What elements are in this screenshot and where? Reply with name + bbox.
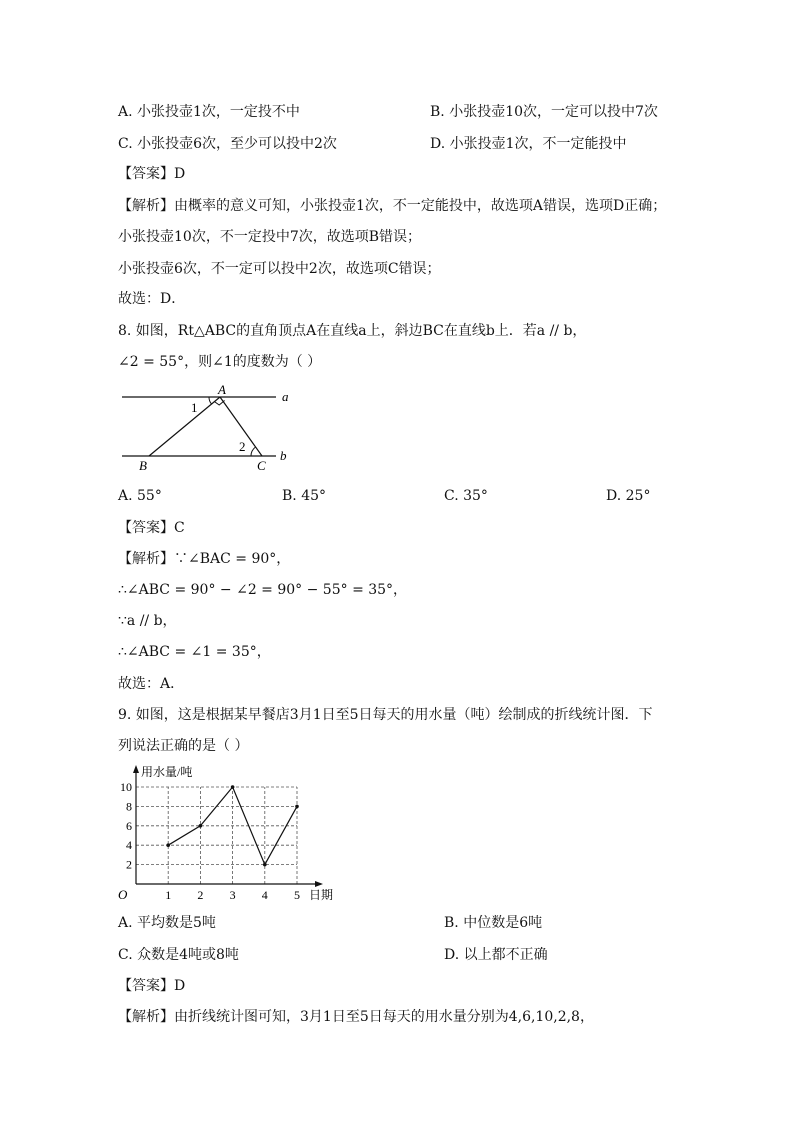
q9-option-c: C. 众数是4吨或8吨 — [118, 947, 239, 963]
q8-stem-line-2: ∠2 = 55°，则∠1的度数为（ ） — [118, 354, 322, 370]
q7-analysis-line-2: 小张投壶10次，不一定投中7次，故选项B错误； — [118, 229, 422, 245]
y-tick-label: 10 — [120, 780, 132, 794]
q8-answer: 【答案】C — [118, 520, 185, 536]
q8-geometry-figure — [118, 380, 308, 475]
q7-option-b: B. 小张投壶10次，一定可以投中7次 — [430, 104, 658, 120]
label-A: A — [218, 382, 226, 397]
q9-option-a: A. 平均数是5吨 — [118, 915, 216, 931]
q7-option-d: D. 小张投壶1次，不一定能投中 — [430, 136, 627, 152]
y-tick-label: 8 — [126, 799, 132, 814]
q7-analysis-line-3: 小张投壶6次，不一定可以投中2次，故选项C错误； — [118, 261, 441, 277]
q8-option-b: B. 45° — [282, 488, 327, 504]
x-tick-label: 2 — [197, 888, 204, 902]
q8-analysis-line-3: ∵a // b， — [118, 613, 177, 629]
y-tick-label: 4 — [126, 838, 132, 853]
q8-option-c: C. 35° — [444, 488, 488, 504]
q8-option-a: A. 55° — [118, 488, 162, 504]
y-tick-label: 6 — [126, 818, 132, 833]
y-axis-arrow — [133, 765, 139, 773]
angle-1-arc — [209, 397, 212, 404]
q9-line-chart — [110, 760, 350, 905]
label-C: C — [257, 458, 266, 473]
q8-stem-line-1: 8. 如图，Rt△ABC的直角顶点A在直线a上，斜边BC在直线b上．若a // b， — [118, 323, 587, 339]
q8-analysis-line-2: ∴∠ABC = 90° − ∠2 = 90° − 55° = 35°， — [118, 582, 408, 598]
label-B: B — [139, 458, 147, 473]
data-point — [199, 824, 203, 828]
right-angle-mark — [215, 401, 225, 406]
q9-option-b: B. 中位数是6吨 — [444, 915, 543, 931]
data-point — [295, 805, 299, 809]
q7-analysis-line-1: 【解析】由概率的意义可知，小张投壶1次，不一定能投中，故选项A错误，选项D正确； — [118, 198, 667, 214]
data-point — [166, 843, 170, 847]
data-point — [231, 785, 235, 789]
data-point — [263, 863, 267, 867]
q7-answer: 【答案】D — [118, 166, 186, 182]
q9-answer: 【答案】D — [118, 978, 186, 994]
x-axis-arrow — [315, 881, 323, 887]
label-angle-1: 1 — [191, 400, 198, 415]
q9-option-d: D. 以上都不正确 — [444, 947, 548, 963]
x-tick-label: 3 — [229, 888, 236, 902]
q7-conclusion: 故选：D． — [118, 291, 186, 307]
x-tick-label: 5 — [294, 888, 300, 902]
x-tick-label: 1 — [165, 888, 172, 902]
label-line-b: b — [280, 448, 287, 463]
x-axis-title: 日期 — [309, 888, 334, 902]
angle-2-arc — [251, 447, 256, 456]
q9-analysis-line-1: 【解析】由折线统计图可知，3月1日至5日每天的用水量分别为4,6,10,2,8， — [118, 1009, 594, 1025]
q9-stem-line-1: 9. 如图，这是根据某早餐店3月1日至5日每天的用水量（吨）绘制成的折线统计图．下 — [118, 707, 653, 723]
side-ab — [149, 397, 220, 456]
y-tick-label: 2 — [126, 857, 132, 872]
x-tick-label: 4 — [261, 888, 268, 902]
q9-stem-line-2: 列说法正确的是（ ） — [118, 738, 249, 754]
q7-option-c: C. 小张投壶6次，至少可以投中2次 — [118, 136, 337, 152]
label-line-a: a — [282, 389, 289, 404]
y-axis-title: 用水量/吨 — [141, 765, 193, 779]
label-angle-2: 2 — [239, 439, 246, 454]
origin-label: O — [118, 887, 128, 902]
q8-option-d: D. 25° — [606, 488, 651, 504]
q7-option-a: A. 小张投壶1次，一定投不中 — [118, 104, 300, 120]
q8-conclusion: 故选：A． — [118, 676, 185, 692]
q8-analysis-line-4: ∴∠ABC = ∠1 = 35°， — [118, 644, 271, 660]
q8-analysis-line-1: 【解析】∵∠BAC = 90°， — [118, 551, 291, 567]
